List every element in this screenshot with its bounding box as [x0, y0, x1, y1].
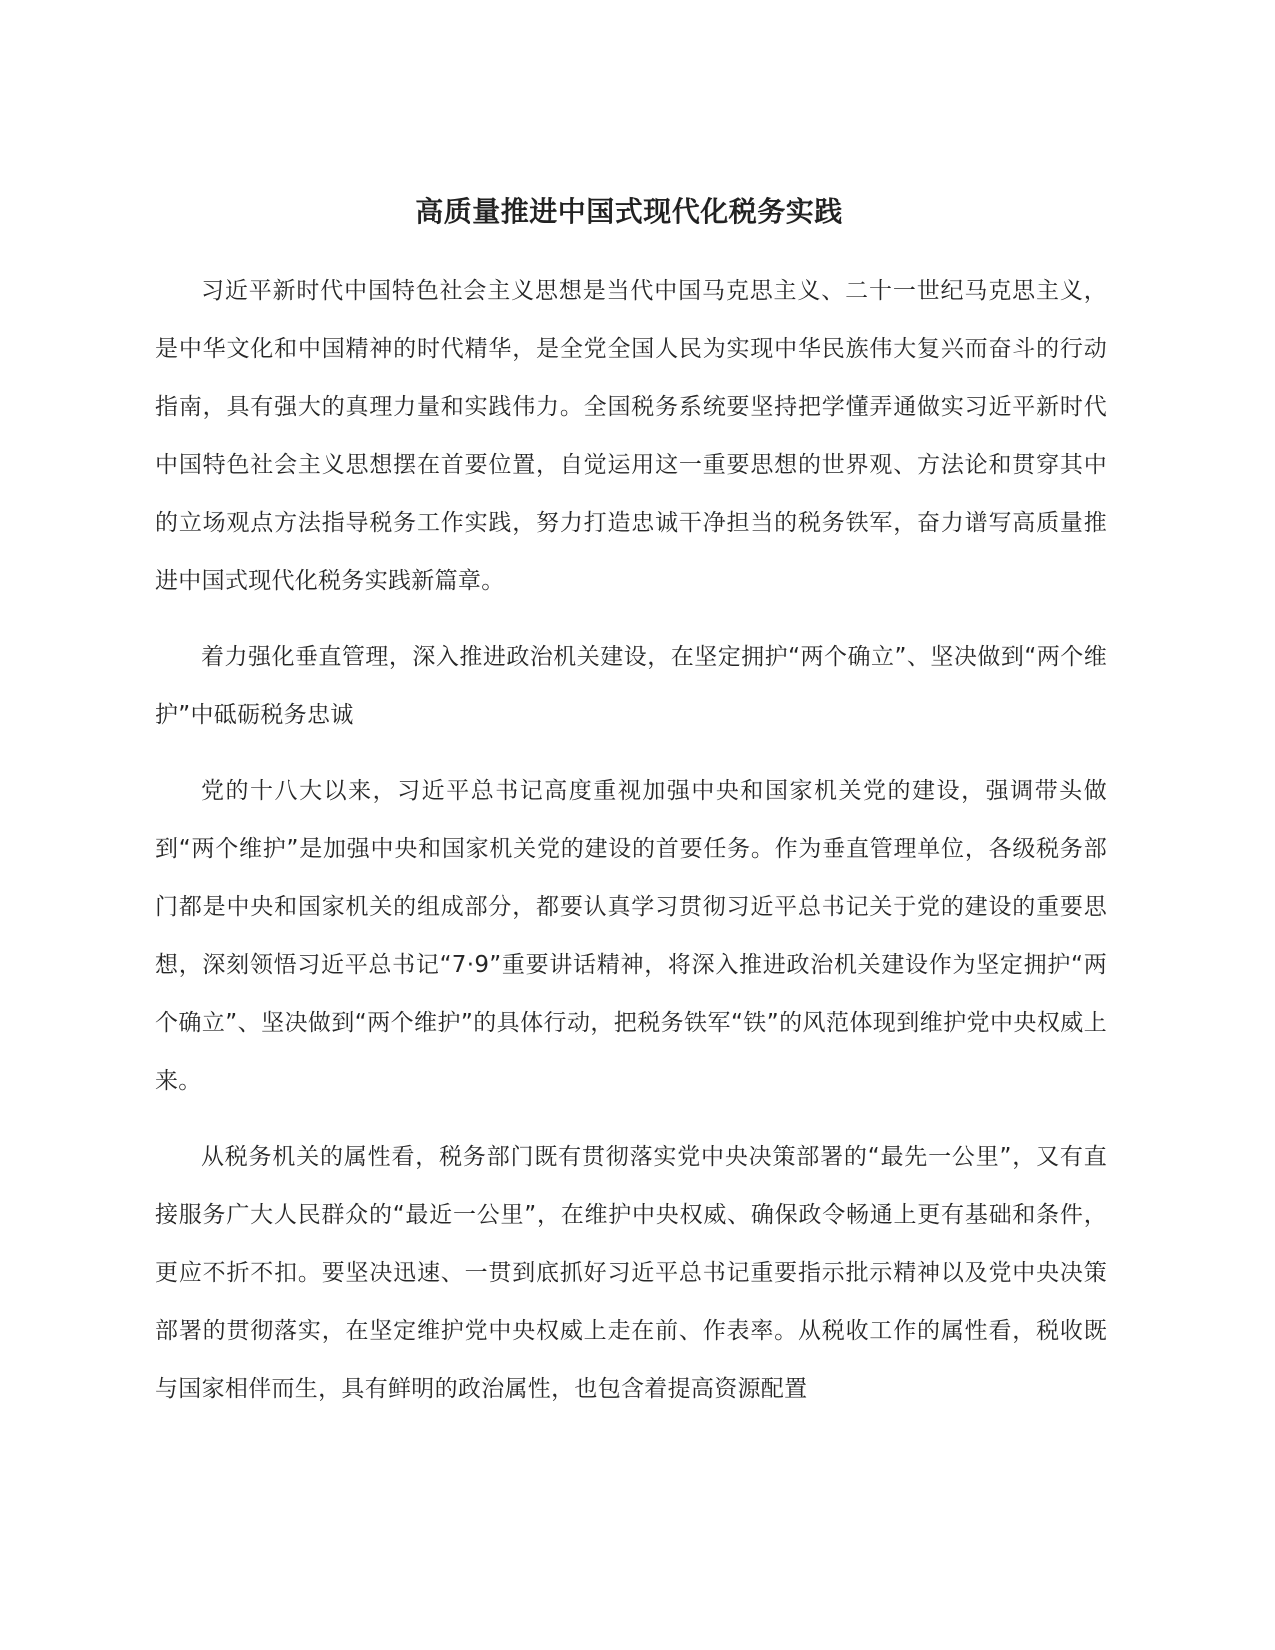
paragraph-intro: 习近平新时代中国特色社会主义思想是当代中国马克思主义、二十一世纪马克思主义，是中华文化和中国精神的时代精华，是全党全国人民为实现中华民族伟大复兴而奋斗的行动指南，具有强大的真理力量和实践伟力。全国税务系统要坚持把学懂弄通做实习近平新时代中国特色社会主义思想摆在首要位置，自觉运用这一重要思想的世界观、方法论和贯穿其中的立场观点方法指导税务工作实践，努力打造忠诚干净担当的税务铁军，奋力谱写高质量推进中国式现代化税务实践新篇章。: [155, 278, 1107, 594]
document-title: 高质量推进中国式现代化税务实践: [415, 195, 843, 228]
paragraph-section-heading: 着力强化垂直管理，深入推进政治机关建设，在坚定拥护“两个确立”、坚决做到“两个维护”中砥砺税务忠诚: [155, 644, 1107, 728]
paragraph-party-building: 党的十八大以来，习近平总书记高度重视加强中央和国家机关党的建设，强调带头做到“两个维护”是加强中央和国家机关党的建设的首要任务。作为垂直管理单位，各级税务部门都是中央和国家机关的组成部分，都要认真学习贯彻习近平总书记关于党的建设的重要思想，深刻领悟习近平总书记“7·9”重要讲话精神，将深入推进政治机关建设作为坚定拥护“两个确立”、坚决做到“两个维护”的具体行动，把税务铁军“铁”的风范体现到维护党中央权威上来。: [155, 778, 1107, 1094]
paragraph-tax-authority-attributes: 从税务机关的属性看，税务部门既有贯彻落实党中央决策部署的“最先一公里”，又有直接服务广大人民群众的“最近一公里”，在维护中央权威、确保政令畅通上更有基础和条件，更应不折不扣。要坚决迅速、一贯到底抓好习近平总书记重要指示批示精神以及党中央决策部署的贯彻落实，在坚定维护党中央权威上走在前、作表率。从税收工作的属性看，税收既与国家相伴而生，具有鲜明的政治属性，也包含着提高资源配置: [155, 1144, 1107, 1402]
document-body: [155, 262, 1107, 1436]
